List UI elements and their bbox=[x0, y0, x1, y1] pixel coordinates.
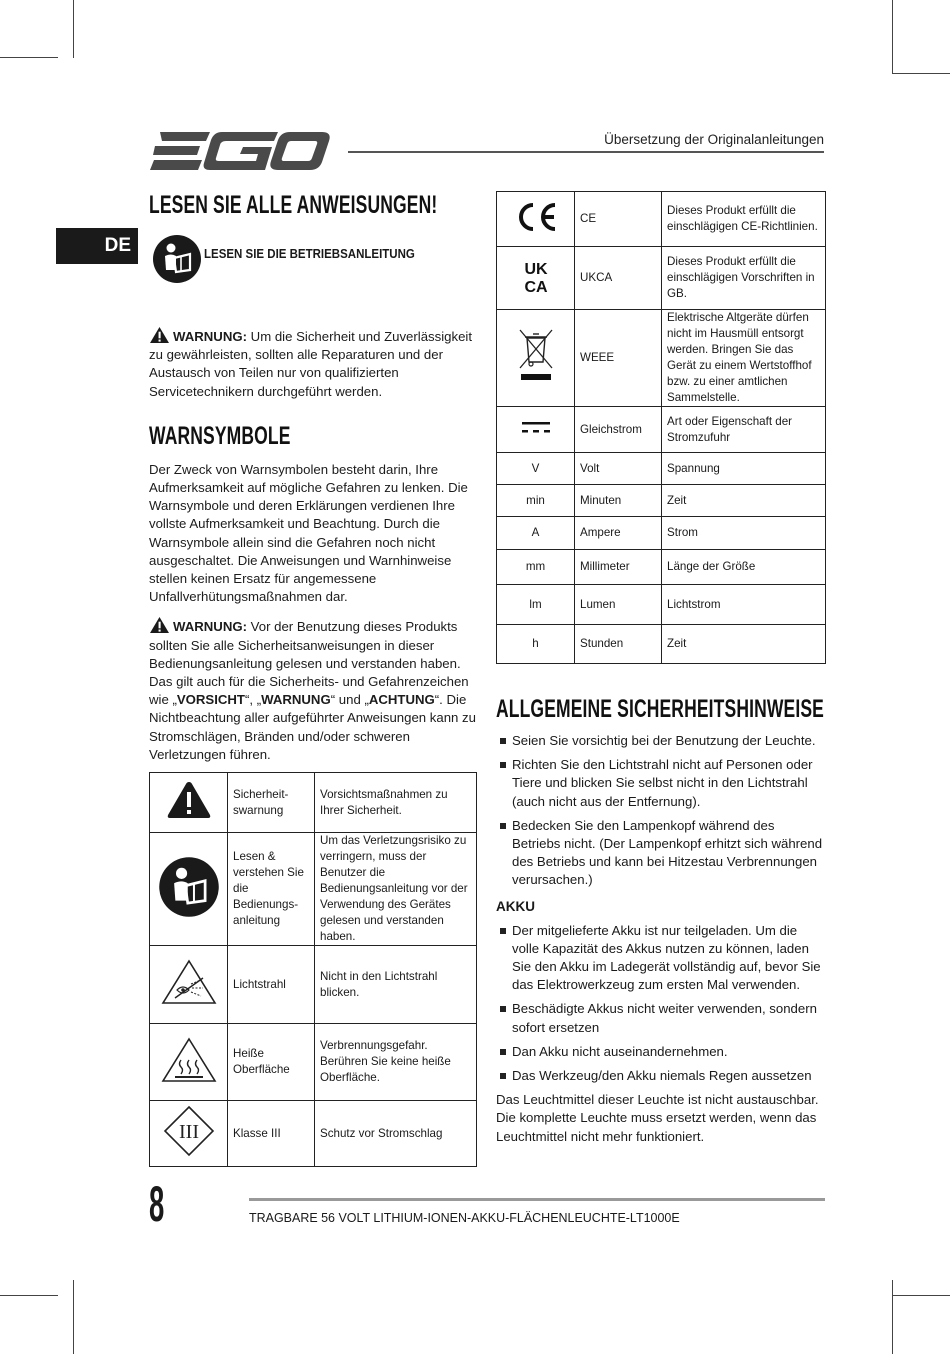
warning-text: “, „ bbox=[244, 692, 262, 708]
symbol-meaning: Lichtstrom bbox=[662, 585, 826, 625]
keyword-vorsicht: VORSICHT bbox=[176, 692, 245, 708]
symbol-name: UKCA bbox=[575, 247, 662, 310]
ukca-mark-icon bbox=[519, 258, 553, 294]
symbol-name: Lichtstrahl bbox=[228, 946, 315, 1024]
footer-rule bbox=[249, 1198, 825, 1201]
symbol-meaning: Schutz vor Stromschlag bbox=[315, 1101, 477, 1167]
table-row bbox=[497, 192, 826, 247]
intro-paragraph: Der Zweck von Warnsymbolen besteht darin, Ihre Aufmerksamkeit auf mögliche Gefahren zu lenken. Die Warnsymbole und deren Erklärungen verdienen Ihre vollste Aufmerksamkeit und Beachtung. Durch die Warnsymbole allein sind die Gefahren noch nicht ausgeschaltet. Die Anweisungen und Warnhinweise stellen keinen Ersatz für angemessene Unfallverhütungsmaßnahmen dar. bbox=[149, 461, 468, 605]
symbol-name: CE bbox=[575, 192, 662, 247]
symbol-meaning: Spannung bbox=[662, 453, 826, 485]
warning-paragraph-1 bbox=[149, 326, 477, 401]
symbol-meaning: Verbrennungsgefahr. Berühren Sie keine heiße Oberfläche. bbox=[315, 1024, 477, 1101]
symbol-meaning: Elektrische Altgeräte dürfen nicht im Hausmüll entsorgt werden. Bringen Sie das Gerät zu einem Wertstoffhof bzw. zu einer amtlichen Sammelstelle. bbox=[662, 310, 826, 407]
table-row bbox=[497, 625, 826, 664]
list-item: Dan Akku nicht auseinandernehmen. bbox=[496, 1043, 826, 1061]
list-item: Seien Sie vorsichtig bei der Benutzung der Leuchte. bbox=[496, 732, 826, 750]
class-iii-icon bbox=[163, 1105, 215, 1157]
unit-symbol: A bbox=[497, 517, 575, 550]
symbol-name: WEEE bbox=[575, 310, 662, 407]
symbol-name: Lumen bbox=[575, 585, 662, 625]
unit-symbol: lm bbox=[497, 585, 575, 625]
ego-logo bbox=[150, 130, 330, 172]
akku-heading: AKKU bbox=[496, 898, 535, 914]
symbol-name: Klasse III bbox=[228, 1101, 315, 1167]
unit-symbol: V bbox=[497, 453, 575, 485]
light-beam-icon bbox=[161, 958, 217, 1006]
symbol-name: Ampere bbox=[575, 517, 662, 550]
list-item: Beschädigte Akkus nicht weiter verwenden, sondern sofort ersetzen bbox=[496, 1000, 826, 1036]
crop-mark bbox=[0, 57, 58, 58]
keyword-achtung: ACHTUNG bbox=[368, 692, 435, 708]
unit-symbol: mm bbox=[497, 550, 575, 585]
symbol-meaning: Zeit bbox=[662, 485, 826, 517]
symbol-meaning: Länge der Größe bbox=[662, 550, 826, 585]
crop-mark bbox=[73, 1280, 74, 1354]
keyword-warnung: WARNUNG bbox=[261, 692, 331, 708]
table-row bbox=[497, 485, 826, 517]
unit-symbol: h bbox=[497, 625, 575, 664]
left-column bbox=[149, 190, 477, 1167]
unit-symbol: min bbox=[497, 485, 575, 517]
footer-product-name: TRAGBARE 56 VOLT LITHIUM-IONEN-AKKU-FLÄCHENLEUCHTE-LT1000E bbox=[249, 1210, 680, 1225]
symbol-meaning: Dieses Produkt erfüllt die einschlägigen Vorschriften in GB. bbox=[662, 247, 826, 310]
warning-text: “ und „ bbox=[330, 692, 369, 708]
symbol-name: Gleichstrom bbox=[575, 407, 662, 453]
table-row bbox=[497, 585, 826, 625]
warning-text: “. Die Nichtbeachtung aller aufgeführter Anweisungen kann zu Stromschlägen, Bränden und/oder schweren Verletzungen führen. bbox=[149, 692, 476, 762]
symbol-meaning: Dieses Produkt erfüllt die einschlägigen CE-Richtlinien. bbox=[662, 192, 826, 247]
symbol-cell bbox=[150, 1101, 228, 1167]
table-row bbox=[497, 550, 826, 585]
symbol-cell bbox=[150, 773, 228, 833]
symbol-name: Millimeter bbox=[575, 550, 662, 585]
symbol-name: Sicherheit-swarnung bbox=[228, 773, 315, 833]
read-manual-icon bbox=[152, 234, 202, 284]
list-item: Richten Sie den Lichtstrahl nicht auf Personen oder Tiere und blicken Sie selbst nicht in den Lichtstrahl (auch nicht aus der Entfernung). bbox=[496, 756, 826, 811]
table-row bbox=[497, 310, 826, 407]
list-item: Das Werkzeug/den Akku niemals Regen aussetzen bbox=[496, 1067, 826, 1085]
symbol-cell bbox=[150, 1024, 228, 1101]
symbol-name: Stunden bbox=[575, 625, 662, 664]
warning-paragraph-2 bbox=[149, 616, 477, 764]
symbol-cell bbox=[150, 946, 228, 1024]
table-row bbox=[497, 453, 826, 485]
language-tab: DE bbox=[56, 228, 138, 264]
right-column bbox=[496, 0, 826, 1146]
marks-units-table bbox=[496, 191, 826, 664]
symbol-meaning: Vorsichtsmaßnahmen zu Ihrer Sicherheit. bbox=[315, 773, 477, 833]
akku-list bbox=[496, 922, 826, 1086]
table-row bbox=[150, 773, 477, 833]
symbol-name: Minuten bbox=[575, 485, 662, 517]
page-title: LESEN SIE ALLE ANWEISUNGEN! bbox=[149, 191, 438, 219]
ce-mark-icon bbox=[514, 201, 558, 233]
list-item: Der mitgelieferte Akku ist nur teilgeladen. Um die volle Kapazität des Akkus nutzen zu können, laden Sie den Akku im Ladegerät vollständig auf, bevor Sie das Elektrowerkzeug zum ersten Mal verwenden. bbox=[496, 922, 826, 995]
symbol-meaning: Strom bbox=[662, 517, 826, 550]
symbol-meaning: Um das Verletzungsrisiko zu verringern, muss der Benutzer die Bedienungsanleitung vor der Verwendung des Gerätes gelesen und verstanden haben. bbox=[315, 833, 477, 946]
symbol-cell bbox=[150, 833, 228, 946]
warning-triangle-icon bbox=[149, 616, 170, 634]
crop-mark bbox=[892, 1280, 893, 1354]
weee-bin-icon bbox=[518, 328, 554, 384]
warning-label: WARNUNG: bbox=[173, 619, 247, 635]
table-row bbox=[497, 407, 826, 453]
table-row bbox=[150, 1101, 477, 1167]
read-manual-icon bbox=[158, 856, 220, 918]
table-row bbox=[497, 247, 826, 310]
svg-text:CA: CA bbox=[523, 278, 548, 294]
section-title-warnsymbole: WARNSYMBOLE bbox=[149, 421, 291, 450]
table-row bbox=[497, 517, 826, 550]
symbol-cell bbox=[497, 192, 575, 247]
warning-label: WARNUNG: bbox=[173, 329, 247, 344]
crop-mark bbox=[892, 0, 893, 74]
page-number: 8 bbox=[149, 1176, 165, 1232]
symbol-name: Volt bbox=[575, 453, 662, 485]
crop-mark bbox=[892, 1295, 950, 1296]
warning-text: Vor der Benutzung dieses Produkts sollten Sie alle Sicherheitsanweisungen in dieser Bedienungsanleitung gelesen und verstanden haben. Das gilt auch für die Sicherheits- und Gefahrenzeichen wie „ bbox=[149, 619, 469, 708]
svg-text:III: III bbox=[178, 1121, 199, 1144]
crop-mark bbox=[892, 73, 950, 74]
list-item: Bedecken Sie den Lampenkopf während des Betriebs nicht. (Der Lampenkopf erhitzt sich während des Betriebs und kann bei Hitzestau Verbrennungen verursachen.) bbox=[496, 817, 826, 890]
symbol-name: Heiße Oberfläche bbox=[228, 1024, 315, 1101]
crop-mark bbox=[73, 0, 74, 58]
table-row bbox=[150, 946, 477, 1024]
general-safety-list bbox=[496, 732, 826, 890]
svg-text:UK: UK bbox=[523, 260, 548, 278]
warning-symbols-table bbox=[149, 772, 477, 1167]
table-row bbox=[150, 1024, 477, 1101]
symbol-meaning: Zeit bbox=[662, 625, 826, 664]
header-subtitle: Übersetzung der Originalanleitungen bbox=[604, 132, 824, 147]
warning-triangle-icon bbox=[167, 781, 211, 819]
table-row bbox=[150, 833, 477, 946]
symbol-meaning: Art oder Eigenschaft der Stromzufuhr bbox=[662, 407, 826, 453]
section-title-general-safety: ALLGEMEINE SICHERHEITSHINWEISE bbox=[496, 695, 824, 723]
read-manual-row bbox=[149, 234, 477, 290]
symbol-meaning: Nicht in den Lichtstrahl blicken. bbox=[315, 946, 477, 1024]
direct-current-icon bbox=[520, 419, 552, 435]
symbol-cell bbox=[497, 247, 575, 310]
symbol-cell bbox=[497, 407, 575, 453]
warning-triangle-icon bbox=[149, 326, 170, 344]
warning-text: Um die Sicherheit und Zuverlässigkeit zu gewährleisten, sollten alle Reparaturen und der Austausch von Teilen nur von qualifizierten Servicetechnikern durchgeführt werden. bbox=[149, 329, 473, 399]
symbol-cell bbox=[497, 310, 575, 407]
read-manual-label: LESEN SIE DIE BETRIEBSANLEITUNG bbox=[204, 247, 415, 261]
hot-surface-icon bbox=[161, 1036, 217, 1084]
symbol-name: Lesen & verstehen Sie die Bedienungs-anleitung bbox=[228, 833, 315, 946]
crop-mark bbox=[0, 1295, 58, 1296]
closing-paragraph: Das Leuchtmittel dieser Leuchte ist nicht austauschbar. Die komplette Leuchte muss ersetzt werden, wenn das Leuchtmittel nicht mehr funktioniert. bbox=[496, 1092, 819, 1144]
